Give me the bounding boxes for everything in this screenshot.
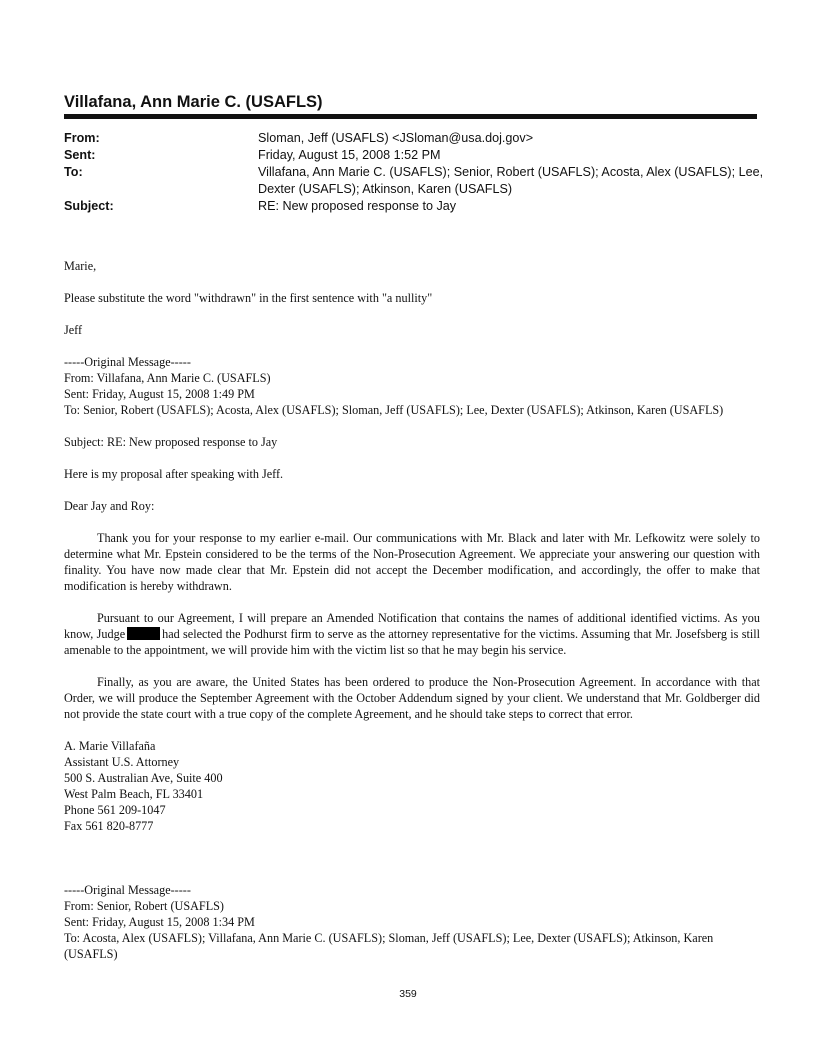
sent-label: Sent: — [64, 148, 96, 162]
header-from-row — [64, 130, 764, 147]
signature-name: A. Marie Villafaña — [64, 739, 156, 753]
email-header — [64, 130, 764, 215]
paragraph-2-part-b: had selected the Podhurst firm to serve as the attorney representative for the victims. Assuming that Mr. Josefsberg is still amenable to the appointment, we will provide him with the victim list so that he may begin his service. — [64, 627, 760, 657]
from-value: Sloman, Jeff (USAFLS) <JSloman@usa.doj.gov> — [258, 131, 534, 145]
orig1-sent: Sent: Friday, August 15, 2008 1:49 PM — [64, 387, 255, 401]
signature-address: 500 S. Australian Ave, Suite 400 — [64, 771, 223, 785]
header-sent-row — [64, 147, 764, 164]
orig2-to: To: Acosta, Alex (USAFLS); Villafana, Ann Marie C. (USAFLS); Sloman, Jeff (USAFLS); Lee, Dexter (USAFLS); Atkinson, Karen (USAFLS) — [64, 931, 714, 961]
email-body — [64, 258, 760, 962]
redaction-box — [127, 627, 160, 640]
to-label: To: — [64, 165, 83, 179]
orig1-subject: Subject: RE: New proposed response to Jay — [64, 435, 278, 449]
title-rule — [64, 114, 757, 119]
orig2-from: From: Senior, Robert (USAFLS) — [64, 899, 224, 913]
header-subject-row — [64, 198, 764, 215]
signature-city: West Palm Beach, FL 33401 — [64, 787, 204, 801]
orig1-paragraph-1: Thank you for your response to my earlier e-mail. Our communications with Mr. Black and later with Mr. Lefkowitz were solely to determine what Mr. Epstein considered to be the terms of the Non-Prosecution Agreement. We appreciate your answering our question with finality. You have now made clear that Mr. Epstein did not accept the December modification, and accordingly, the offer to make that modification is hereby withdrawn. — [64, 531, 760, 593]
from-label: From: — [64, 131, 100, 145]
orig1-paragraph-2 — [64, 610, 760, 658]
signature-title: Assistant U.S. Attorney — [64, 755, 180, 769]
reply-greeting: Marie, — [64, 259, 97, 273]
orig2-sent: Sent: Friday, August 15, 2008 1:34 PM — [64, 915, 255, 929]
paragraph-2-part-a: Pursuant to our Agreement, I will prepare an Amended Notification that contains the names of additional identified victims. As you know, Judge — [64, 611, 760, 641]
orig1-from: From: Villafana, Ann Marie C. (USAFLS) — [64, 371, 271, 385]
mailbox-title: Villafana, Ann Marie C. (USAFLS) — [64, 93, 323, 111]
subject-label: Subject: — [64, 199, 114, 213]
orig1-salutation: Dear Jay and Roy: — [64, 499, 155, 513]
sent-value: Friday, August 15, 2008 1:52 PM — [258, 148, 441, 162]
orig2-divider: -----Original Message----- — [64, 883, 191, 897]
subject-value: RE: New proposed response to Jay — [258, 199, 457, 213]
signature-block — [64, 738, 760, 834]
page-number: 359 — [399, 988, 417, 1000]
orig1-divider: -----Original Message----- — [64, 355, 191, 369]
signature-fax: Fax 561 820-8777 — [64, 819, 154, 833]
signature-phone: Phone 561 209-1047 — [64, 803, 166, 817]
to-value: Villafana, Ann Marie C. (USAFLS); Senior, Robert (USAFLS); Acosta, Alex (USAFLS); Lee, Dexter (USAFLS); Atkinson, Karen (USAFLS) — [258, 165, 764, 196]
orig1-paragraph-3: Finally, as you are aware, the United States has been ordered to produce the Non-Prosecution Agreement. In accordance with that Order, we will produce the September Agreement with the October Addendum signed by your client. We understand that Mr. Goldberger did not provide the state court with a true copy of the complete Agreement, and he should take steps to correct that error. — [64, 675, 760, 721]
reply-signoff: Jeff — [64, 323, 83, 337]
orig1-intro: Here is my proposal after speaking with Jeff. — [64, 467, 284, 481]
header-to-row — [64, 164, 764, 198]
orig1-to: To: Senior, Robert (USAFLS); Acosta, Alex (USAFLS); Sloman, Jeff (USAFLS); Lee, Dexter (USAFLS); Atkinson, Karen (USAFLS) — [64, 403, 724, 417]
reply-text: Please substitute the word "withdrawn" in the first sentence with "a nullity" — [64, 291, 433, 305]
